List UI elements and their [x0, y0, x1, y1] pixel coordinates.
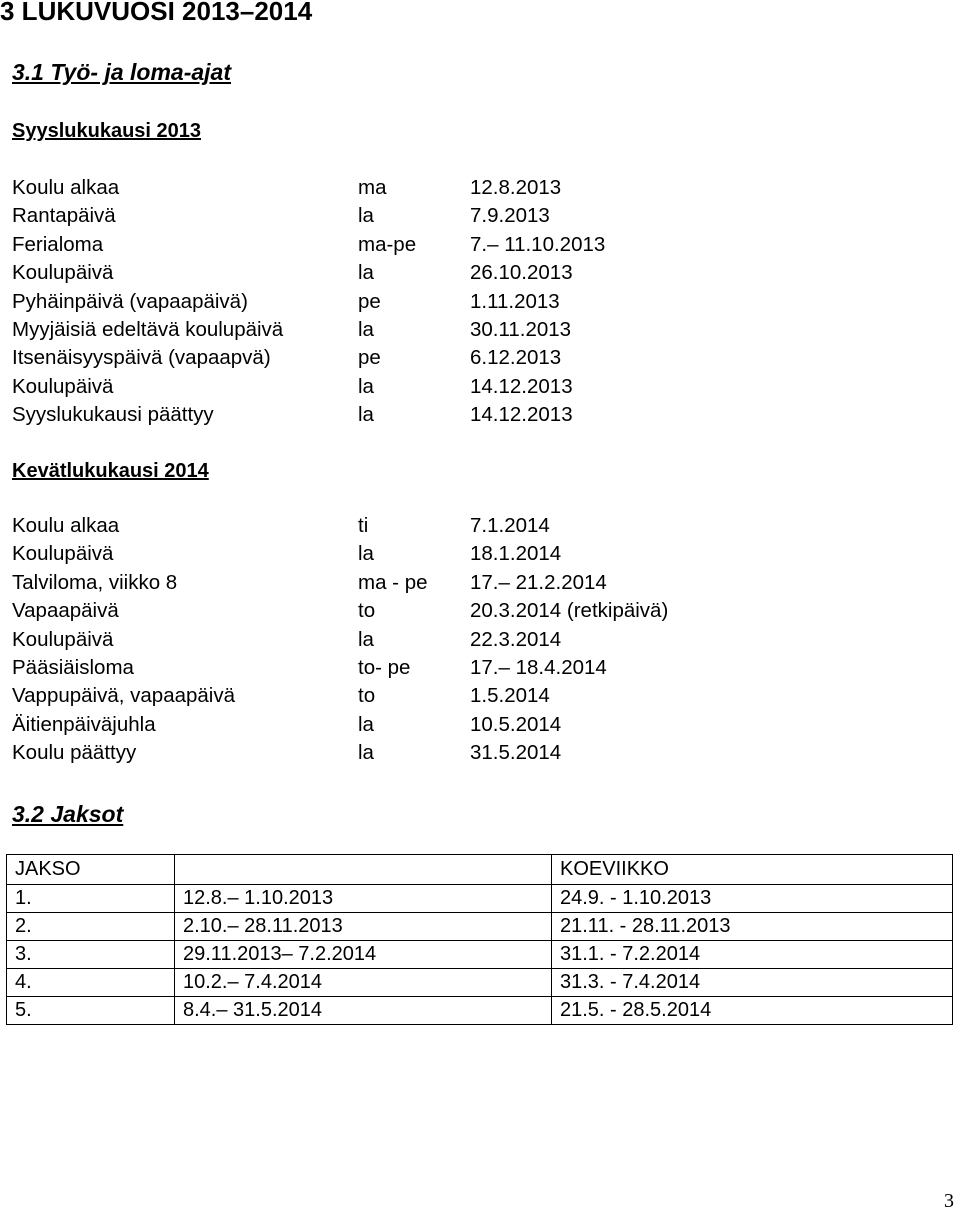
header-cell-dates	[175, 855, 552, 885]
event-date: 14.12.2013	[470, 374, 573, 398]
table-row	[7, 969, 953, 997]
event-label: Äitienpäiväjuhla	[12, 712, 156, 736]
schedule-row	[12, 682, 912, 710]
schedule-row	[12, 344, 912, 372]
event-day: ti	[358, 514, 369, 537]
event-label: Pääsiäisloma	[12, 655, 134, 679]
event-day: pe	[358, 346, 381, 370]
period-dates: 8.4.– 31.5.2014	[175, 997, 552, 1025]
event-day: la	[358, 403, 374, 427]
period-dates: 2.10.– 28.11.2013	[175, 913, 552, 941]
event-day: la	[358, 374, 374, 398]
event-day: to	[358, 684, 376, 708]
schedule-row	[12, 316, 912, 344]
event-date: 7.– 11.10.2013	[470, 232, 606, 256]
event-day: la	[358, 542, 374, 566]
exam-week: 21.11. - 28.11.2013	[552, 913, 953, 941]
schedule-row	[12, 654, 912, 682]
period-number: 5.	[7, 997, 175, 1025]
event-label: Koulu päättyy	[12, 741, 137, 765]
schedule-row	[12, 231, 912, 259]
event-day: la	[358, 261, 374, 285]
period-number: 1.	[7, 885, 175, 913]
schedule-row	[12, 401, 912, 429]
event-label: Rantapäivä	[12, 204, 116, 228]
event-date: 17.– 21.2.2014	[470, 570, 607, 594]
period-dates: 12.8.– 1.10.2013	[175, 885, 552, 913]
schedule-row	[12, 597, 912, 625]
table-row	[7, 941, 953, 969]
event-date: 31.5.2014	[470, 741, 562, 765]
schedule-row	[12, 569, 912, 597]
event-date: 7.9.2013	[470, 204, 550, 228]
schedule-row	[12, 259, 912, 287]
event-date: 14.12.2013	[470, 403, 573, 427]
event-label: Koulu alkaa	[12, 514, 120, 537]
schedule-row	[12, 711, 912, 739]
page-number: 3	[944, 1190, 954, 1212]
autumn-term-title: Syyslukukausi 2013	[12, 120, 202, 142]
event-date: 12.8.2013	[470, 176, 562, 199]
event-date: 1.11.2013	[470, 289, 560, 313]
event-date: 30.11.2013	[470, 317, 572, 341]
event-day: ma - pe	[358, 570, 428, 594]
event-label: Koulupäivä	[12, 627, 114, 651]
schedule-row	[12, 288, 912, 316]
event-date: 1.5.2014	[470, 684, 550, 708]
schedule-row	[12, 739, 912, 767]
event-day: la	[358, 317, 374, 341]
event-date: 22.3.2014	[470, 627, 562, 651]
schedule-row	[12, 202, 912, 230]
exam-week: 24.9. - 1.10.2013	[552, 885, 953, 913]
event-day: pe	[358, 289, 381, 313]
event-date: 20.3.2014 (retkipäivä)	[470, 599, 669, 623]
spring-term-title: Kevätlukukausi 2014	[12, 460, 209, 482]
section-heading-work-and-holiday-times: 3.1 Työ- ja loma-ajat	[12, 59, 231, 85]
table-header-row	[7, 855, 953, 885]
event-date: 17.– 18.4.2014	[470, 655, 607, 679]
exam-week: 21.5. - 28.5.2014	[552, 997, 953, 1025]
schedule-row	[12, 373, 912, 401]
table-row	[7, 997, 953, 1025]
section-heading-periods: 3.2 Jaksot	[12, 801, 124, 827]
event-label: Koulupäivä	[12, 542, 114, 566]
event-label: Talviloma, viikko 8	[12, 570, 178, 594]
period-number: 2.	[7, 913, 175, 941]
header-cell-period: JAKSO	[7, 855, 175, 885]
schedule-row	[12, 512, 912, 540]
event-day: ma-pe	[358, 232, 417, 256]
event-date: 6.12.2013	[470, 346, 562, 370]
schedule-row	[12, 626, 912, 654]
period-number: 4.	[7, 969, 175, 997]
event-label: Koulupäivä	[12, 374, 114, 398]
event-date: 18.1.2014	[470, 542, 562, 566]
exam-week: 31.1. - 7.2.2014	[552, 941, 953, 969]
chapter-heading: 3 LUKUVUOSI 2013–2014	[0, 0, 313, 26]
autumn-schedule	[12, 174, 912, 430]
period-dates: 10.2.– 7.4.2014	[175, 969, 552, 997]
event-label: Ferialoma	[12, 232, 104, 256]
event-label: Vapaapäivä	[12, 599, 119, 623]
schedule-row	[12, 174, 912, 202]
periods-table	[6, 854, 953, 1025]
event-day: to- pe	[358, 655, 411, 679]
schedule-row	[12, 540, 912, 568]
event-label: Itsenäisyyspäivä (vapaapvä)	[12, 346, 271, 370]
event-day: la	[358, 627, 374, 651]
event-label: Koulupäivä	[12, 261, 114, 285]
period-number: 3.	[7, 941, 175, 969]
exam-week: 31.3. - 7.4.2014	[552, 969, 953, 997]
event-date: 26.10.2013	[470, 261, 573, 285]
event-day: la	[358, 741, 374, 765]
event-date: 10.5.2014	[470, 712, 562, 736]
event-day: ma	[358, 176, 387, 199]
event-day: to	[358, 599, 376, 623]
spring-schedule	[12, 512, 912, 768]
event-date: 7.1.2014	[470, 514, 550, 537]
event-day: la	[358, 712, 374, 736]
event-label: Syyslukukausi päättyy	[12, 403, 214, 427]
table-row	[7, 885, 953, 913]
table-row	[7, 913, 953, 941]
event-day: la	[358, 204, 374, 228]
event-label: Pyhäinpäivä (vapaapäivä)	[12, 289, 248, 313]
header-cell-exam-week: KOEVIIKKO	[552, 855, 953, 885]
period-dates: 29.11.2013– 7.2.2014	[175, 941, 552, 969]
event-label: Myyjäisiä edeltävä koulupäivä	[12, 317, 284, 341]
event-label: Vappupäivä, vapaapäivä	[12, 684, 236, 708]
event-label: Koulu alkaa	[12, 176, 120, 199]
